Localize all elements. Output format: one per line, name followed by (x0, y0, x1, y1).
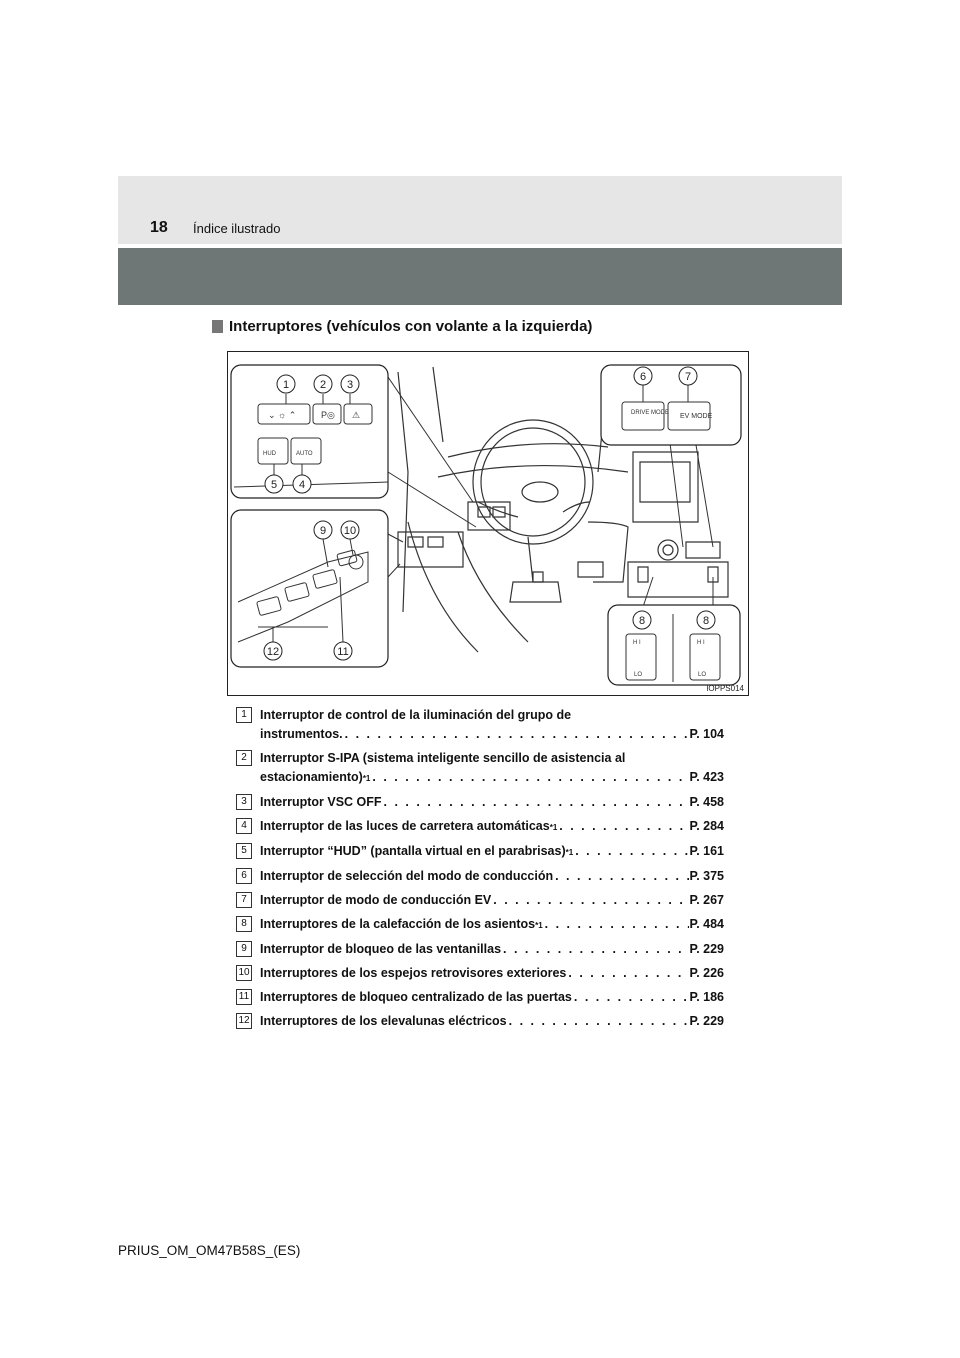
section-title (212, 318, 592, 335)
item-number: 12 (236, 1013, 252, 1029)
svg-text:6: 6 (639, 371, 647, 383)
page-reference: P. 186 (689, 990, 724, 1004)
leader-dots (573, 842, 689, 861)
item-text: Interruptor de modo de conducción EV (260, 893, 492, 907)
item-footnote-mark: *1 (362, 774, 371, 783)
list-item (236, 793, 724, 812)
item-text: Interruptores de la calefacción de los asientos (260, 917, 536, 931)
svg-text:4: 4 (298, 479, 306, 491)
leader-dots (543, 915, 690, 934)
item-text: estacionamiento) (260, 770, 363, 784)
svg-text:H I: H I (697, 640, 705, 646)
svg-text:EV MODE: EV MODE (680, 413, 713, 420)
svg-text:⌄ ☼ ⌃: ⌄ ☼ ⌃ (268, 410, 297, 420)
switches-illustration (227, 351, 749, 696)
svg-text:11: 11 (337, 646, 349, 658)
item-text: Interruptores de los elevalunas eléctricos (260, 1014, 507, 1028)
svg-text:3: 3 (346, 379, 354, 391)
list-item (236, 842, 724, 862)
item-number: 6 (236, 868, 252, 884)
list-item (236, 964, 724, 983)
item-number: 3 (236, 794, 252, 810)
item-text: Interruptor de control de la iluminación del grupo de (260, 708, 572, 722)
page-reference: P. 226 (689, 966, 724, 980)
list-item (236, 988, 724, 1007)
svg-text:8: 8 (638, 615, 646, 627)
leader-dots (343, 725, 690, 744)
section-title-text: Interruptores (vehículos con volante a la izquierda) (229, 318, 593, 335)
leader-dots (491, 891, 689, 910)
page-reference: P. 284 (689, 819, 724, 833)
page-reference: P. 267 (689, 893, 724, 907)
item-footnote-mark: *1 (535, 921, 543, 930)
svg-text:7: 7 (684, 371, 692, 383)
page-reference: P. 375 (689, 869, 724, 883)
page-reference: P. 458 (689, 795, 724, 809)
item-text: Interruptor de las luces de carretera automáticas (260, 819, 550, 833)
item-text: instrumentos. (260, 727, 343, 741)
figure-code: IOPPS014 (706, 684, 744, 693)
header-band (118, 248, 842, 305)
list-item (236, 940, 724, 959)
list-item (236, 706, 724, 744)
item-number: 4 (236, 818, 252, 834)
leader-dots (501, 940, 689, 959)
page-reference: P. 229 (689, 942, 724, 956)
header-title: Índice ilustrado (193, 221, 281, 236)
leader-dots (382, 793, 690, 812)
page-reference: P. 104 (689, 727, 724, 741)
list-item (236, 867, 724, 886)
dashboard-drawing (228, 352, 748, 695)
leader-dots (572, 988, 690, 1007)
item-text: Interruptores de bloqueo centralizado de las puertas (260, 990, 572, 1004)
svg-text:P◎: P◎ (321, 410, 335, 420)
leader-dots (557, 817, 689, 836)
page-reference: P. 229 (689, 1014, 724, 1028)
item-text: Interruptor S-IPA (sistema inteligente sencillo de asistencia al (260, 751, 626, 765)
svg-text:1: 1 (282, 379, 290, 391)
svg-text:2: 2 (319, 379, 327, 391)
item-number: 10 (236, 965, 252, 981)
leader-dots (507, 1012, 690, 1031)
item-text: Interruptores de los espejos retrovisores exteriores (260, 966, 567, 980)
item-number: 9 (236, 941, 252, 957)
list-item (236, 749, 724, 788)
svg-text:DRIVE MODE: DRIVE MODE (631, 410, 670, 416)
svg-text:AUTO: AUTO (296, 451, 313, 457)
page-number: 18 (150, 219, 168, 236)
item-footnote-mark: *1 (565, 848, 574, 857)
list-item (236, 915, 724, 935)
item-number: 1 (236, 707, 252, 723)
svg-text:9: 9 (319, 525, 327, 537)
switch-list (236, 706, 724, 1036)
leader-dots (370, 768, 689, 787)
list-item (236, 817, 724, 837)
page-reference: P. 484 (689, 917, 724, 931)
svg-text:⚠: ⚠ (352, 410, 361, 420)
page-reference: P. 161 (689, 844, 724, 858)
svg-text:LO: LO (634, 672, 643, 678)
item-number: 11 (236, 989, 252, 1005)
svg-text:12: 12 (266, 646, 280, 658)
item-footnote-mark: *1 (549, 823, 558, 832)
leader-dots (553, 867, 689, 886)
page-reference: P. 423 (689, 770, 724, 784)
footer-doc-code: PRIUS_OM_OM47B58S_(ES) (118, 1243, 301, 1258)
item-number: 8 (236, 916, 252, 932)
svg-text:HUD: HUD (263, 451, 276, 457)
item-number: 7 (236, 892, 252, 908)
svg-text:LO: LO (698, 672, 707, 678)
list-item (236, 1012, 724, 1031)
svg-text:5: 5 (270, 479, 278, 491)
svg-text:8: 8 (702, 615, 710, 627)
item-number: 5 (236, 843, 252, 859)
item-number: 2 (236, 750, 252, 766)
item-text: Interruptor de bloqueo de las ventanillas (260, 942, 502, 956)
item-text: Interruptor VSC OFF (260, 795, 382, 809)
section-square-icon (212, 320, 223, 333)
item-text: Interruptor de selección del modo de conducción (260, 869, 554, 883)
svg-text:H I: H I (633, 640, 641, 646)
list-item (236, 891, 724, 910)
item-text: Interruptor “HUD” (pantalla virtual en el parabrisas) (260, 844, 566, 858)
svg-text:10: 10 (343, 525, 357, 537)
leader-dots (566, 964, 689, 983)
